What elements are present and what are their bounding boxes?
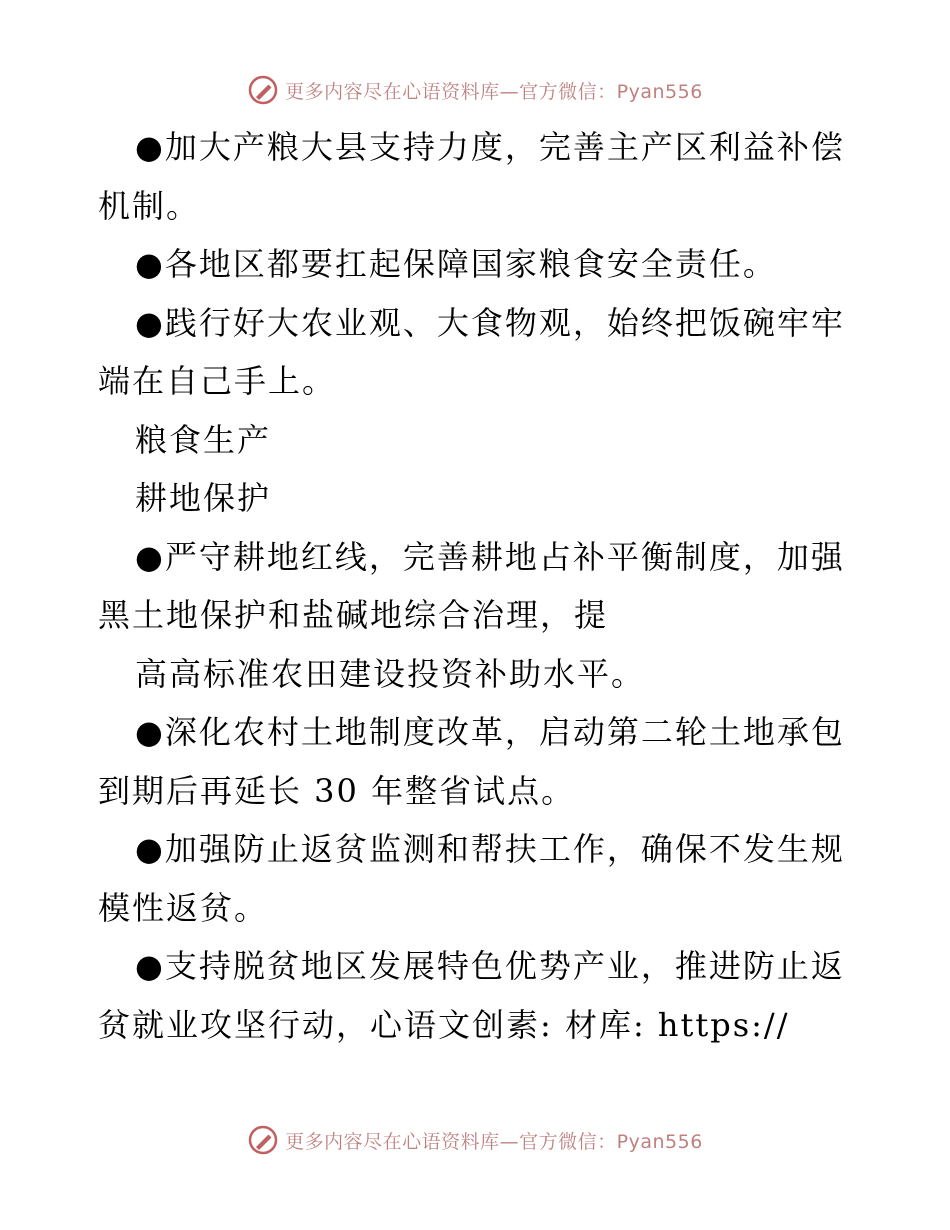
document-body bbox=[98, 118, 843, 1054]
watermark-text: 更多内容尽在心语资料库—官方微信：Pyan556 bbox=[285, 1130, 703, 1153]
text-line: ●加强防止返贫监测和帮扶工作，确保不发生规 bbox=[135, 830, 845, 868]
pen-logo-icon bbox=[247, 74, 279, 106]
text-line: ●支持脱贫地区发展特色优势产业，推进防止返 bbox=[135, 947, 845, 985]
text-line: 机制。 bbox=[98, 186, 201, 225]
header-watermark bbox=[0, 70, 950, 110]
text-line: ●严守耕地红线，完善耕地占补平衡制度，加强 bbox=[135, 537, 845, 576]
text-line: 模性返贫。 bbox=[98, 888, 269, 927]
text-line: 高高标准农田建设投资补助水平。 bbox=[135, 654, 646, 693]
text-line: ●各地区都要扛起保障国家粮食安全责任。 bbox=[135, 245, 777, 283]
watermark-text: 更多内容尽在心语资料库—官方微信：Pyan556 bbox=[285, 80, 703, 103]
text-line: 黑土地保护和盐碱地综合治理，提 bbox=[98, 596, 609, 634]
text-line: 到期后再延长 30 年整省试点。 bbox=[98, 771, 576, 810]
text-line: 端在自己手上。 bbox=[98, 362, 337, 400]
text-line: ●践行好大农业观、大食物观，始终把饭碗牢牢 bbox=[135, 303, 845, 342]
section-heading: 粮食生产 bbox=[135, 420, 272, 459]
text-line: ●加大产粮大县支持力度，完善主产区利益补偿 bbox=[135, 128, 845, 166]
section-heading: 耕地保护 bbox=[135, 479, 272, 517]
footer-watermark bbox=[0, 1120, 950, 1160]
text-line: ●深化农村土地制度改革，启动第二轮土地承包 bbox=[135, 713, 845, 751]
text-line: 贫就业攻坚行动，心语文创素: 材库: https:// bbox=[98, 1005, 790, 1044]
pen-logo-icon bbox=[247, 1124, 279, 1156]
